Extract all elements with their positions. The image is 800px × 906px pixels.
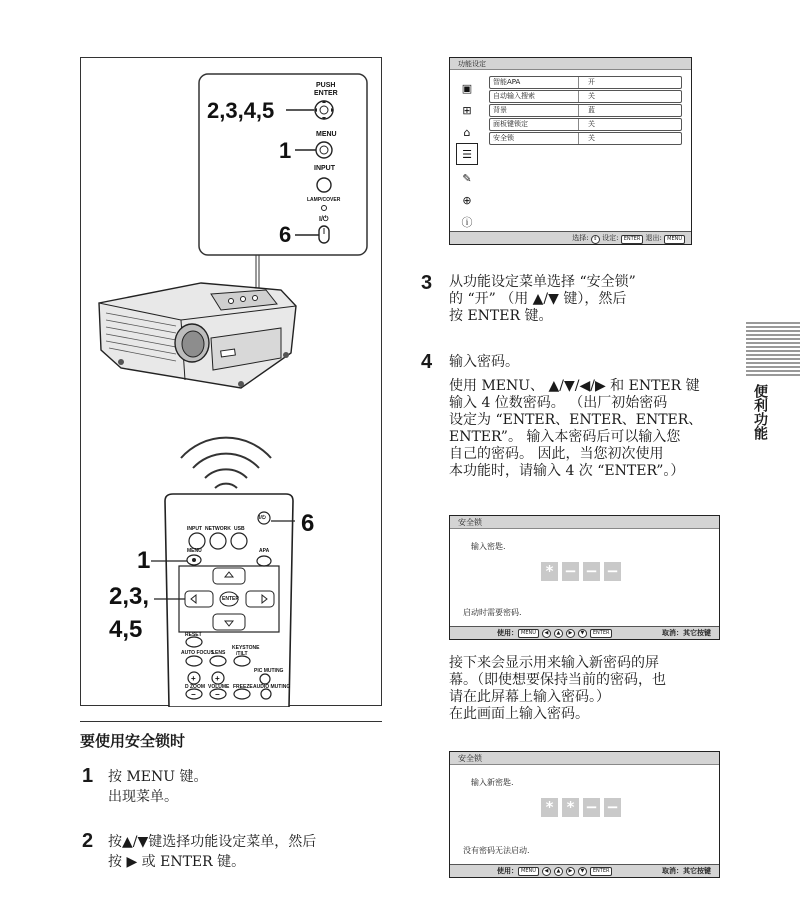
menu-key-badge: MENU (518, 867, 539, 876)
push-label: PUSH (316, 82, 336, 89)
menu-footer: 选择: ⇕ 设定: ENTER 退出: MENU (450, 231, 691, 244)
menu-rows (489, 76, 682, 146)
new-password-instructions: 接下来会显示用来输入新密码的屏 幕。（即使想要保持当前的密码，也 请在此屏幕上输入密码。） 在此画面上输入密码。 (449, 655, 666, 722)
pw1-footer: 使用： MENU ◀ ▲ ▶ ▼ ENTER 取消：其它按键 (450, 626, 719, 639)
callout-remote-arrows-a: 2,3, (109, 583, 150, 610)
power-label: I/⏻ (319, 216, 329, 223)
pw2-note: 没有密码无法启动. (463, 846, 530, 855)
pw2-cell-1[interactable]: * (541, 798, 558, 817)
pw1-cell-2[interactable]: − (562, 562, 579, 581)
setup-icon[interactable]: ⌂ (463, 125, 471, 139)
callout-remote-power: 6 (301, 510, 315, 537)
remote-keystone-label: KEYSTONE (232, 645, 260, 651)
remote-usb-label: USB (234, 526, 245, 532)
pw1-title: 安全锁 (450, 516, 719, 529)
tools-icon[interactable]: ✎ (462, 171, 472, 185)
illustration-panel (80, 57, 382, 706)
menu-key-badge: MENU (518, 629, 539, 638)
pw2-cell-2[interactable]: * (562, 798, 579, 817)
callout-remote-menu: 1 (137, 547, 151, 574)
enter-key-badge: ENTER (590, 629, 613, 638)
pw1-cell-1[interactable]: * (541, 562, 558, 581)
menu-row-security-lock[interactable]: 安全锁 关 (489, 132, 682, 145)
input-label: INPUT (314, 165, 335, 172)
callout-power: 6 (279, 222, 292, 247)
pw2-cells (541, 798, 621, 817)
step-1-number: 1 (82, 765, 94, 787)
step-1-text: 按 MENU 键。 出现菜单。 (108, 769, 208, 805)
info-icon[interactable]: ⓘ (461, 216, 473, 229)
pw2-prompt: 输入新密匙. (471, 778, 514, 787)
callout-push-enter: 2,3,4,5 (207, 98, 275, 123)
menu-key-badge: MENU (664, 235, 685, 244)
remote-reset-label: RESET (185, 632, 202, 638)
right-arrow-icon: ▶ (566, 629, 575, 638)
step-3-number: 3 (421, 272, 433, 294)
remote-minus-2: − (215, 690, 220, 699)
function-icon[interactable]: ☰ (456, 143, 478, 165)
enter-label: ENTER (314, 90, 338, 97)
remote-volume-label: VOLUME (208, 684, 230, 690)
section-divider (80, 721, 382, 722)
step-3-text: 从功能设定菜单选择 “安全锁” 的 “开” （用 ▲/▼ 键），然后 按 ENTER 键。 (449, 274, 636, 324)
pw2-title: 安全锁 (450, 752, 719, 765)
remote-power-label: I/⏻ (259, 515, 266, 521)
left-arrow-icon: ◀ (542, 629, 551, 638)
pw1-cell-4[interactable]: − (604, 562, 621, 581)
pw2-footer: 使用： MENU ◀ ▲ ▶ ▼ ENTER 取消：其它按键 (450, 864, 719, 877)
picture-icon[interactable]: ▣ (461, 81, 473, 95)
step-4-text: 使用 MENU、 ▲/▼/◀/▶ 和 ENTER 键 输入 4 位数密码。 （出厂初始密码 设定为 “ENTER、ENTER、ENTER、 ENTER”。 输入本密码后可以输入您 自己的密码。 因此，当您初次使用 本功能时，请输入 4 次 “ENTER”。） (449, 378, 703, 479)
pw2-cell-3[interactable]: − (583, 798, 600, 817)
menu-icon-sidebar (450, 71, 484, 233)
remote-plus-1: + (191, 674, 196, 683)
pw1-cell-3[interactable]: − (583, 562, 600, 581)
up-arrow-icon: ▲ (554, 867, 563, 876)
updown-key-icon: ⇕ (591, 235, 600, 244)
menu-row-auto-input-search[interactable]: 自动输入搜索 关 (489, 90, 682, 103)
menu-label: MENU (316, 131, 337, 138)
menu-row-smart-apa[interactable]: 智能APA 开 (489, 76, 682, 89)
remote-freeze-label: FREEZE (233, 684, 253, 690)
remote-minus-1: − (191, 690, 196, 699)
step-4-title: 输入密码。 (449, 354, 519, 370)
side-tab-stripes (746, 322, 800, 378)
left-arrow-icon: ◀ (542, 867, 551, 876)
globe-icon[interactable]: ⊕ (462, 193, 472, 207)
callout-menu: 1 (279, 138, 292, 163)
remote-enter-label: ENTER (222, 596, 239, 602)
remote-apa-label: APA (259, 548, 270, 554)
pw2-cell-4[interactable]: − (604, 798, 621, 817)
screen-icon[interactable]: ⊞ (462, 103, 472, 117)
remote-audio-muting-label: AUDIO MUTING (253, 684, 291, 690)
password-entry-screen (449, 515, 720, 640)
enter-key-badge: ENTER (621, 235, 644, 244)
step-4-number: 4 (421, 351, 433, 373)
pw1-note: 启动时需要密码. (463, 608, 522, 617)
menu-title: 功能设定 (450, 58, 691, 70)
right-arrow-icon: ▶ (566, 867, 575, 876)
remote-network-label: NETWORK (205, 526, 231, 532)
menu-row-background[interactable]: 背景 蓝 (489, 104, 682, 117)
callout-remote-arrows-b: 4,5 (109, 616, 143, 643)
pw1-cells (541, 562, 621, 581)
step-2-number: 2 (82, 830, 94, 852)
lamp-cover-label: LAMP/COVER (307, 197, 341, 203)
remote-auto-focus-label: AUTO FOCUS (181, 650, 214, 656)
remote-tilt-label: /TILT (236, 651, 248, 657)
down-arrow-icon: ▼ (578, 867, 587, 876)
up-arrow-icon: ▲ (554, 629, 563, 638)
side-tab-label: 便利功能 (752, 384, 768, 440)
menu-row-panel-key-lock[interactable]: 面板键锁定 关 (489, 118, 682, 131)
new-password-screen (449, 751, 720, 878)
function-settings-menu-screen (449, 57, 692, 245)
remote-input-label: INPUT (187, 526, 202, 532)
remote-pic-muting-label: PIC MUTING (254, 668, 284, 674)
pw1-prompt: 输入密匙. (471, 542, 506, 551)
down-arrow-icon: ▼ (578, 629, 587, 638)
enter-key-badge: ENTER (590, 867, 613, 876)
remote-d-zoom-label: D ZOOM (185, 684, 205, 690)
remote-plus-2: + (215, 674, 220, 683)
step-2-text: 按▲/▼键选择功能设定菜单，然后 按 ▶ 或 ENTER 键。 (108, 834, 317, 870)
remote-menu-label: MENU (187, 548, 202, 554)
section-heading: 要使用安全锁时 (80, 732, 186, 750)
remote-lens-label: LENS (212, 650, 226, 656)
